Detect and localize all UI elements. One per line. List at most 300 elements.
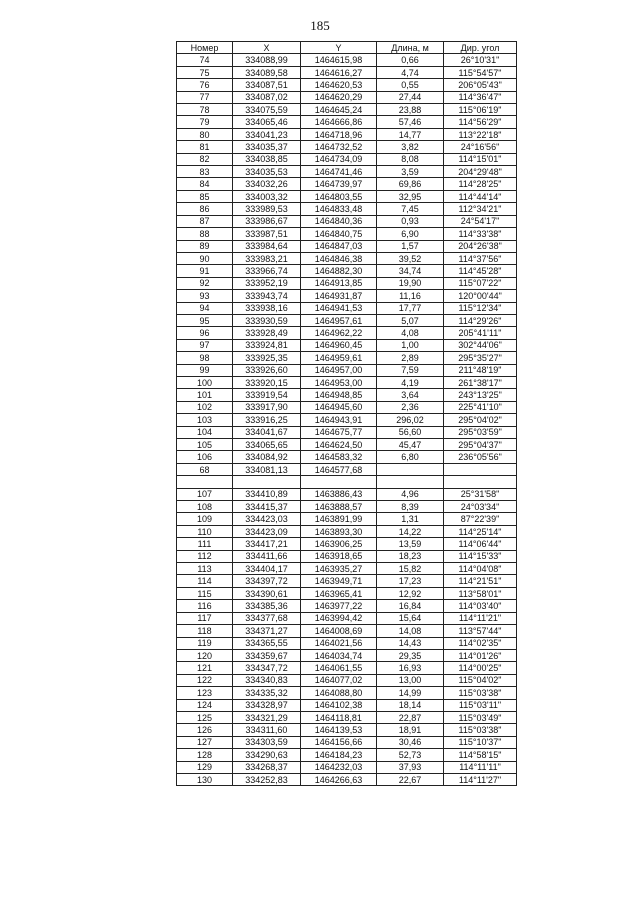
cell-number: 94 (177, 302, 233, 314)
header-number: Номер (177, 42, 233, 54)
cell-direction-angle: 24°16'56" (444, 141, 517, 153)
cell-direction-angle (444, 463, 517, 475)
cell-direction-angle: 236°05'56" (444, 451, 517, 463)
cell-y: 1464734,09 (301, 153, 377, 165)
cell-direction-angle: 115°03'49" (444, 711, 517, 723)
cell-direction-angle: 114°15'01" (444, 153, 517, 165)
cell-length: 0,66 (377, 54, 444, 66)
table-body (177, 54, 517, 786)
cell-number: 87 (177, 215, 233, 227)
cell-direction-angle: 295°03'59" (444, 426, 517, 438)
cell-direction-angle: 204°26'38" (444, 240, 517, 252)
cell-x: 334377,68 (233, 612, 301, 624)
cell-x: 334038,85 (233, 153, 301, 165)
table-row (177, 463, 517, 475)
cell-x: 334417,21 (233, 538, 301, 550)
cell-direction-angle: 225°41'10" (444, 401, 517, 413)
cell-y: 1464833,48 (301, 203, 377, 215)
cell-x: 334328,97 (233, 699, 301, 711)
cell-number: 92 (177, 277, 233, 289)
cell-length: 1,00 (377, 339, 444, 351)
cell-length: 6,90 (377, 228, 444, 240)
cell-x: 334088,99 (233, 54, 301, 66)
cell-number (177, 476, 233, 488)
cell-x: 333986,67 (233, 215, 301, 227)
cell-x: 334065,46 (233, 116, 301, 128)
cell-length: 14,43 (377, 637, 444, 649)
cell-y: 1464156,66 (301, 736, 377, 748)
cell-direction-angle: 115°07'22" (444, 277, 517, 289)
cell-y: 1464077,02 (301, 674, 377, 686)
table-row (177, 600, 517, 612)
cell-number: 79 (177, 116, 233, 128)
cell-number: 116 (177, 600, 233, 612)
cell-length: 39,52 (377, 252, 444, 264)
cell-x: 334035,37 (233, 141, 301, 153)
table-row (177, 116, 517, 128)
cell-x: 334415,37 (233, 501, 301, 513)
cell-number: 124 (177, 699, 233, 711)
cell-number: 129 (177, 761, 233, 773)
table-row (177, 476, 517, 488)
cell-x: 334423,03 (233, 513, 301, 525)
cell-direction-angle: 114°45'28" (444, 265, 517, 277)
cell-length: 27,44 (377, 91, 444, 103)
cell-x: 334359,67 (233, 649, 301, 661)
cell-direction-angle: 115°06'19" (444, 104, 517, 116)
cell-x: 334423,09 (233, 525, 301, 537)
cell-x: 333920,15 (233, 376, 301, 388)
cell-y: 1464948,85 (301, 389, 377, 401)
cell-y: 1464008,69 (301, 625, 377, 637)
cell-length: 29,35 (377, 649, 444, 661)
table-row (177, 439, 517, 451)
cell-y: 1464034,74 (301, 649, 377, 661)
cell-length: 1,57 (377, 240, 444, 252)
cell-length: 296,02 (377, 414, 444, 426)
cell-direction-angle: 24°03'34" (444, 501, 517, 513)
table-row (177, 339, 517, 351)
cell-y: 1464118,81 (301, 711, 377, 723)
cell-x: 334084,92 (233, 451, 301, 463)
cell-direction-angle: 115°54'57" (444, 66, 517, 78)
table-row (177, 166, 517, 178)
table-row (177, 277, 517, 289)
cell-x (233, 476, 301, 488)
cell-length: 4,74 (377, 66, 444, 78)
cell-y: 1463891,99 (301, 513, 377, 525)
table-row (177, 79, 517, 91)
cell-number: 91 (177, 265, 233, 277)
cell-x: 333989,53 (233, 203, 301, 215)
cell-y: 1464957,61 (301, 314, 377, 326)
cell-direction-angle (444, 476, 517, 488)
cell-x: 333930,59 (233, 314, 301, 326)
cell-length: 17,23 (377, 575, 444, 587)
cell-x: 334035,53 (233, 166, 301, 178)
cell-x: 334340,83 (233, 674, 301, 686)
cell-x: 333952,19 (233, 277, 301, 289)
cell-x: 334032,26 (233, 178, 301, 190)
cell-number: 123 (177, 687, 233, 699)
cell-number: 106 (177, 451, 233, 463)
table-row (177, 228, 517, 240)
table-row (177, 314, 517, 326)
table-row (177, 488, 517, 500)
cell-y: 1464666,86 (301, 116, 377, 128)
table-row (177, 327, 517, 339)
cell-direction-angle: 114°11'21" (444, 612, 517, 624)
cell-number: 103 (177, 414, 233, 426)
table-row (177, 54, 517, 66)
cell-direction-angle: 113°57'44" (444, 625, 517, 637)
cell-length: 18,23 (377, 550, 444, 562)
cell-length: 14,77 (377, 128, 444, 140)
cell-y: 1463935,27 (301, 563, 377, 575)
cell-length: 14,22 (377, 525, 444, 537)
cell-number: 104 (177, 426, 233, 438)
cell-number: 107 (177, 488, 233, 500)
cell-x: 333924,81 (233, 339, 301, 351)
cell-x: 334347,72 (233, 662, 301, 674)
cell-direction-angle: 206°05'43" (444, 79, 517, 91)
cell-length: 14,08 (377, 625, 444, 637)
cell-y: 1464931,87 (301, 290, 377, 302)
cell-x: 333925,35 (233, 352, 301, 364)
table-row (177, 736, 517, 748)
cell-direction-angle: 115°10'37" (444, 736, 517, 748)
cell-y: 1464962,22 (301, 327, 377, 339)
cell-x: 334075,59 (233, 104, 301, 116)
table-header-row (177, 42, 517, 54)
table-row (177, 501, 517, 513)
cell-number: 81 (177, 141, 233, 153)
cell-y: 1464953,00 (301, 376, 377, 388)
cell-length: 11,16 (377, 290, 444, 302)
cell-x: 334311,60 (233, 724, 301, 736)
cell-number: 105 (177, 439, 233, 451)
cell-number: 128 (177, 749, 233, 761)
table-row (177, 773, 517, 785)
cell-y: 1464615,98 (301, 54, 377, 66)
table-row (177, 575, 517, 587)
cell-x: 334390,61 (233, 587, 301, 599)
cell-direction-angle: 295°04'02" (444, 414, 517, 426)
cell-direction-angle: 204°29'48" (444, 166, 517, 178)
table-row (177, 153, 517, 165)
cell-number: 114 (177, 575, 233, 587)
cell-y: 1464088,80 (301, 687, 377, 699)
cell-y: 1464061,55 (301, 662, 377, 674)
cell-number: 86 (177, 203, 233, 215)
cell-y: 1464620,53 (301, 79, 377, 91)
cell-number: 122 (177, 674, 233, 686)
cell-length: 18,91 (377, 724, 444, 736)
cell-y: 1463994,42 (301, 612, 377, 624)
cell-direction-angle: 114°04'08" (444, 563, 517, 575)
cell-direction-angle: 113°58'01" (444, 587, 517, 599)
cell-direction-angle: 114°25'14" (444, 525, 517, 537)
cell-number: 119 (177, 637, 233, 649)
cell-length: 52,73 (377, 749, 444, 761)
cell-y: 1464941,53 (301, 302, 377, 314)
table-row (177, 265, 517, 277)
cell-direction-angle: 211°48'19" (444, 364, 517, 376)
cell-length: 3,82 (377, 141, 444, 153)
cell-number: 82 (177, 153, 233, 165)
cell-number: 89 (177, 240, 233, 252)
table-row (177, 687, 517, 699)
cell-y: 1464960,45 (301, 339, 377, 351)
table-row (177, 662, 517, 674)
cell-number: 95 (177, 314, 233, 326)
cell-y: 1464957,00 (301, 364, 377, 376)
table-row (177, 215, 517, 227)
cell-length: 34,74 (377, 265, 444, 277)
cell-x: 334087,51 (233, 79, 301, 91)
cell-y: 1464184,23 (301, 749, 377, 761)
cell-y: 1464840,75 (301, 228, 377, 240)
cell-number: 96 (177, 327, 233, 339)
cell-x: 333917,90 (233, 401, 301, 413)
cell-y: 1464847,03 (301, 240, 377, 252)
cell-length: 13,59 (377, 538, 444, 550)
cell-length: 37,93 (377, 761, 444, 773)
header-length: Длина, м (377, 42, 444, 54)
table-row (177, 674, 517, 686)
table-row (177, 426, 517, 438)
cell-length (377, 463, 444, 475)
cell-y: 1463977,22 (301, 600, 377, 612)
cell-direction-angle: 114°11'11" (444, 761, 517, 773)
cell-direction-angle: 114°29'26" (444, 314, 517, 326)
cell-y: 1464102,38 (301, 699, 377, 711)
table-row (177, 749, 517, 761)
table-row (177, 178, 517, 190)
cell-number: 93 (177, 290, 233, 302)
cell-number: 115 (177, 587, 233, 599)
cell-number: 120 (177, 649, 233, 661)
cell-y: 1464616,27 (301, 66, 377, 78)
cell-number: 83 (177, 166, 233, 178)
cell-length: 22,67 (377, 773, 444, 785)
cell-length: 0,55 (377, 79, 444, 91)
cell-x: 334303,59 (233, 736, 301, 748)
cell-x: 334087,02 (233, 91, 301, 103)
cell-direction-angle: 115°03'11" (444, 699, 517, 711)
cell-direction-angle: 115°03'38" (444, 687, 517, 699)
header-y: Y (301, 42, 377, 54)
cell-length: 4,96 (377, 488, 444, 500)
cell-length: 8,39 (377, 501, 444, 513)
cell-number: 111 (177, 538, 233, 550)
cell-length: 1,31 (377, 513, 444, 525)
table-row (177, 290, 517, 302)
cell-x: 334290,63 (233, 749, 301, 761)
table-row (177, 302, 517, 314)
cell-y: 1464732,52 (301, 141, 377, 153)
cell-length: 2,89 (377, 352, 444, 364)
cell-number: 74 (177, 54, 233, 66)
cell-direction-angle: 26°10'31" (444, 54, 517, 66)
table-row (177, 761, 517, 773)
cell-direction-angle: 24°54'17" (444, 215, 517, 227)
table-row (177, 141, 517, 153)
cell-direction-angle: 295°04'37" (444, 439, 517, 451)
cell-number: 125 (177, 711, 233, 723)
cell-x: 334410,89 (233, 488, 301, 500)
cell-x: 333987,51 (233, 228, 301, 240)
cell-length: 22,87 (377, 711, 444, 723)
cell-number: 80 (177, 128, 233, 140)
cell-y: 1464577,68 (301, 463, 377, 475)
table-row (177, 699, 517, 711)
cell-x: 333984,64 (233, 240, 301, 252)
cell-number: 90 (177, 252, 233, 264)
cell-number: 110 (177, 525, 233, 537)
table-row (177, 414, 517, 426)
cell-length: 0,93 (377, 215, 444, 227)
cell-direction-angle: 302°44'06" (444, 339, 517, 351)
cell-length: 18,14 (377, 699, 444, 711)
cell-number: 118 (177, 625, 233, 637)
cell-direction-angle: 114°21'51" (444, 575, 517, 587)
table-row (177, 711, 517, 723)
cell-number: 88 (177, 228, 233, 240)
cell-direction-angle: 114°33'38" (444, 228, 517, 240)
cell-number: 127 (177, 736, 233, 748)
cell-length: 8,08 (377, 153, 444, 165)
cell-number: 113 (177, 563, 233, 575)
table-row (177, 637, 517, 649)
cell-length: 69,86 (377, 178, 444, 190)
cell-y: 1464232,03 (301, 761, 377, 773)
table-row (177, 401, 517, 413)
cell-y: 1464739,97 (301, 178, 377, 190)
cell-y: 1464675,77 (301, 426, 377, 438)
cell-length: 2,36 (377, 401, 444, 413)
table-row (177, 649, 517, 661)
cell-y: 1464741,46 (301, 166, 377, 178)
cell-y: 1464803,55 (301, 190, 377, 202)
cell-y: 1464645,24 (301, 104, 377, 116)
cell-direction-angle: 114°36'47" (444, 91, 517, 103)
cell-y: 1464943,91 (301, 414, 377, 426)
cell-number: 112 (177, 550, 233, 562)
cell-x: 333919,54 (233, 389, 301, 401)
table-row (177, 190, 517, 202)
cell-length: 56,60 (377, 426, 444, 438)
cell-x: 333966,74 (233, 265, 301, 277)
cell-y: 1463906,25 (301, 538, 377, 550)
cell-number: 108 (177, 501, 233, 513)
cell-x: 333926,60 (233, 364, 301, 376)
cell-direction-angle: 115°03'38" (444, 724, 517, 736)
cell-x: 334065,65 (233, 439, 301, 451)
cell-length: 15,82 (377, 563, 444, 575)
cell-x: 334081,13 (233, 463, 301, 475)
table-row (177, 203, 517, 215)
cell-direction-angle: 114°44'14" (444, 190, 517, 202)
cell-x: 334003,32 (233, 190, 301, 202)
cell-number: 121 (177, 662, 233, 674)
cell-y: 1464021,56 (301, 637, 377, 649)
cell-x: 334371,27 (233, 625, 301, 637)
cell-length: 4,19 (377, 376, 444, 388)
table-row (177, 525, 517, 537)
cell-x: 334385,36 (233, 600, 301, 612)
cell-length: 13,00 (377, 674, 444, 686)
cell-length: 12,92 (377, 587, 444, 599)
table-row (177, 538, 517, 550)
cell-direction-angle: 114°00'25" (444, 662, 517, 674)
cell-direction-angle: 114°15'33" (444, 550, 517, 562)
cell-number: 117 (177, 612, 233, 624)
cell-direction-angle: 114°28'25" (444, 178, 517, 190)
cell-y: 1464624,50 (301, 439, 377, 451)
cell-number: 102 (177, 401, 233, 413)
cell-direction-angle: 114°02'35" (444, 637, 517, 649)
cell-direction-angle: 261°38'17" (444, 376, 517, 388)
cell-x: 334041,23 (233, 128, 301, 140)
cell-number: 100 (177, 376, 233, 388)
table-row (177, 364, 517, 376)
cell-length: 30,46 (377, 736, 444, 748)
cell-length: 3,59 (377, 166, 444, 178)
cell-length: 32,95 (377, 190, 444, 202)
cell-number: 101 (177, 389, 233, 401)
table-row (177, 240, 517, 252)
cell-y: 1464840,36 (301, 215, 377, 227)
cell-direction-angle: 115°04'02" (444, 674, 517, 686)
cell-direction-angle: 114°37'56" (444, 252, 517, 264)
cell-number: 126 (177, 724, 233, 736)
cell-y: 1463893,30 (301, 525, 377, 537)
cell-direction-angle: 115°12'34" (444, 302, 517, 314)
cell-length: 6,80 (377, 451, 444, 463)
cell-number: 109 (177, 513, 233, 525)
cell-number: 99 (177, 364, 233, 376)
table-row (177, 376, 517, 388)
cell-length: 4,08 (377, 327, 444, 339)
cell-y: 1464882,30 (301, 265, 377, 277)
cell-direction-angle: 114°11'27" (444, 773, 517, 785)
cell-x: 334365,55 (233, 637, 301, 649)
cell-x: 334411,66 (233, 550, 301, 562)
cell-number: 130 (177, 773, 233, 785)
cell-length: 19,90 (377, 277, 444, 289)
cell-length: 45,47 (377, 439, 444, 451)
cell-y: 1464913,85 (301, 277, 377, 289)
cell-length: 16,93 (377, 662, 444, 674)
cell-y: 1463888,57 (301, 501, 377, 513)
page-number: 185 (310, 18, 330, 33)
cell-direction-angle: 120°00'44" (444, 290, 517, 302)
cell-x: 334397,72 (233, 575, 301, 587)
cell-y: 1464583,32 (301, 451, 377, 463)
cell-number: 85 (177, 190, 233, 202)
cell-length: 7,45 (377, 203, 444, 215)
coordinates-table (176, 41, 517, 786)
table-row (177, 389, 517, 401)
cell-number: 98 (177, 352, 233, 364)
table-row (177, 625, 517, 637)
table-row (177, 128, 517, 140)
cell-length: 15,64 (377, 612, 444, 624)
table-row (177, 587, 517, 599)
cell-y: 1464846,38 (301, 252, 377, 264)
cell-direction-angle: 205°41'11" (444, 327, 517, 339)
